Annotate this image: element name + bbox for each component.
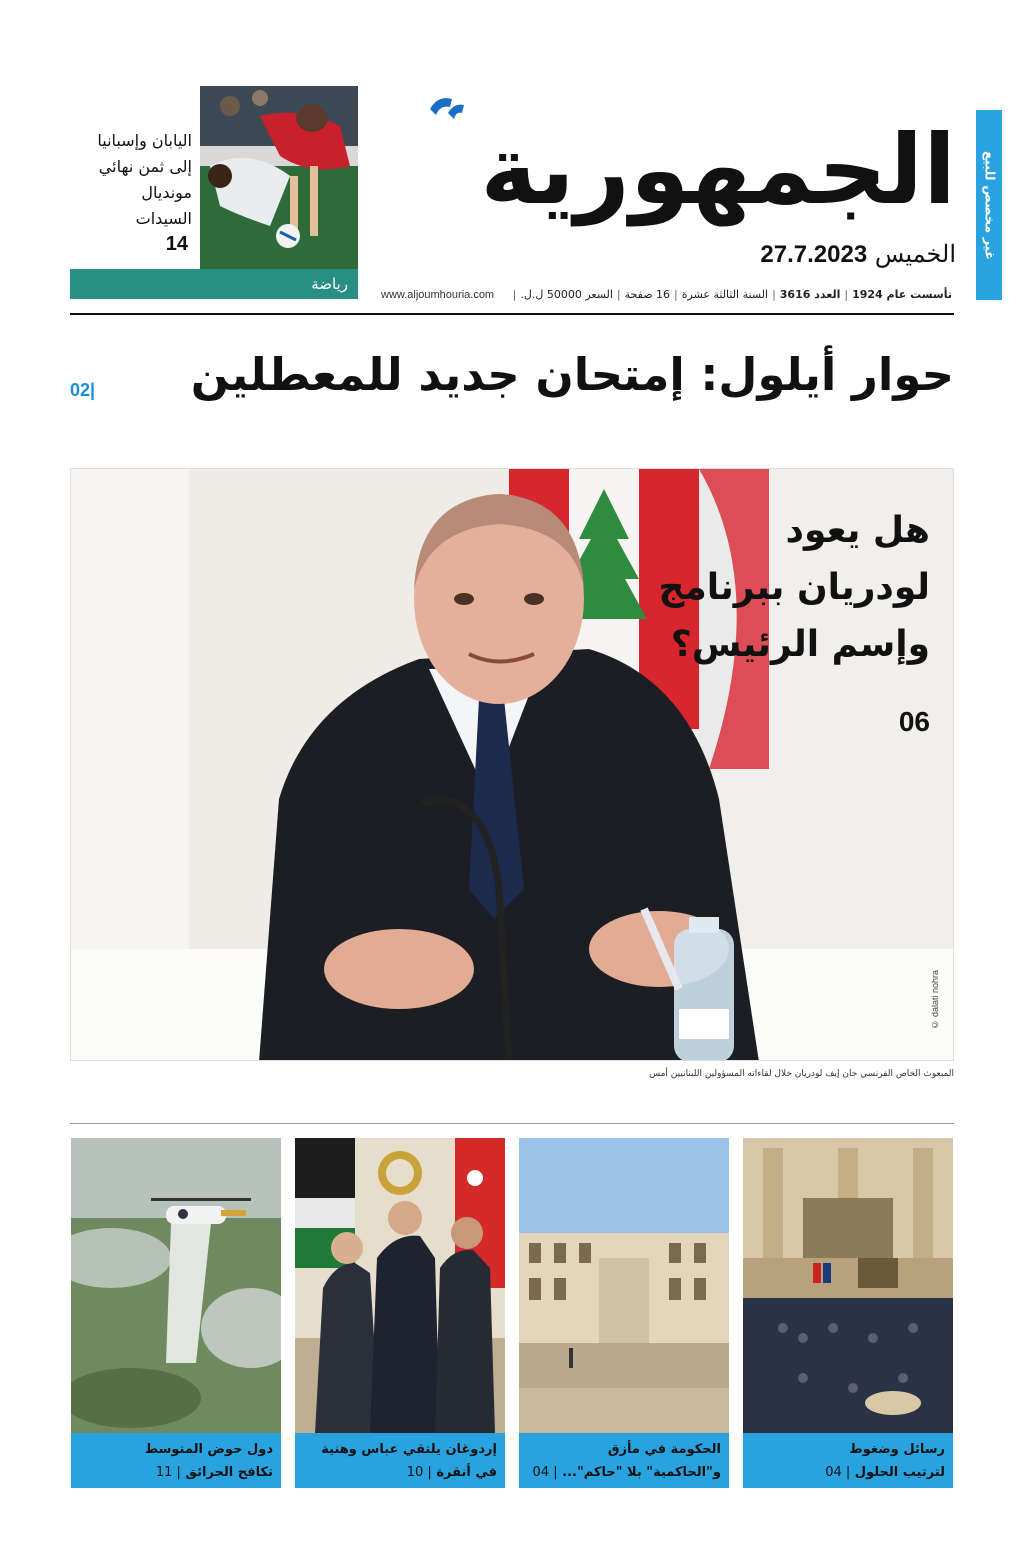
story-photo: [295, 1138, 505, 1433]
story-card[interactable]: [743, 1138, 953, 1488]
story-line: و"الحاكمية" بلا "حاكم"...: [562, 1465, 721, 1480]
issue-date: 27.7.2023: [760, 241, 868, 268]
story-card[interactable]: [519, 1138, 729, 1488]
header-divider: [70, 313, 954, 315]
weekday: الخميس: [874, 241, 956, 268]
story-line: الحكومة في مأزق: [607, 1442, 721, 1457]
issue-number: العدد 3616: [779, 288, 841, 301]
sports-headline: [70, 128, 192, 232]
feature-line: لودريان ببرنامج: [658, 567, 930, 608]
story-title: [295, 1433, 505, 1488]
sports-line: السيدات: [135, 209, 192, 228]
main-headline[interactable]: حوار أيلول: إمتحان جديد للمعطلين: [190, 348, 954, 401]
story-title: [519, 1433, 729, 1488]
issue-info: تأسست عام 1924|العدد 3616|السنة الثالثة عشرة|16 صفحة|السعر 50000 ل.ل.|: [512, 288, 952, 301]
story-line: لترتيب الحلول: [854, 1465, 945, 1480]
sports-line: إلى ثمن نهائي: [98, 157, 192, 176]
story-line: رسائل وضغوط: [849, 1442, 945, 1457]
sports-section-label: رياضة: [70, 269, 358, 299]
sports-line: مونديال: [141, 183, 192, 202]
website-link[interactable]: www.aljoumhouria.com: [381, 289, 495, 301]
story-card[interactable]: [71, 1138, 281, 1488]
story-title: [743, 1433, 953, 1488]
masthead[interactable]: [400, 95, 960, 225]
newspaper-logo: الجمهورية: [480, 114, 956, 226]
story-title: [71, 1433, 281, 1488]
sports-teaser[interactable]: [70, 86, 358, 299]
story-photo: [743, 1138, 953, 1433]
story-card[interactable]: [295, 1138, 505, 1488]
story-line: في أنقرة: [436, 1465, 497, 1480]
feature-caption: المبعوث الخاص الفرنسي جان إيف لودريان خلال لقاءاته المسؤولين اللبنانيين أمس: [649, 1069, 954, 1079]
photo-credit: dalati nohra ©: [930, 970, 940, 1030]
page-count: 16 صفحة: [624, 288, 671, 301]
feature-line: وإسم الرئيس؟: [670, 624, 930, 665]
story-page: | 04: [532, 1465, 558, 1480]
feature-page-number: 06: [898, 706, 930, 737]
founded-year: تأسست عام 1924: [852, 288, 952, 301]
publication-year: السنة الثالثة عشرة: [681, 288, 769, 301]
price: السعر 50000 ل.ل.: [520, 288, 613, 301]
story-page: | 10: [406, 1465, 432, 1480]
story-page: | 04: [825, 1465, 851, 1480]
not-for-sale-banner: [976, 110, 1002, 300]
story-line: إردوغان يلتقي عباس وهنية: [321, 1442, 497, 1457]
sports-line: اليابان وإسبانيا: [97, 131, 192, 150]
story-page: | 11: [155, 1465, 181, 1480]
story-line: تكافح الحرائق: [185, 1465, 273, 1480]
sports-photo: [200, 86, 358, 269]
headline-page-number: 02|: [70, 380, 96, 400]
section-divider: [70, 1123, 954, 1124]
feature-headline[interactable]: [610, 502, 930, 673]
feature-line: هل يعود: [785, 510, 930, 551]
not-for-sale-label: غير مخصص للبيع: [981, 150, 997, 260]
story-photo: [519, 1138, 729, 1433]
dateline: [752, 240, 956, 269]
story-photo: [71, 1138, 281, 1433]
story-line: دول حوض المتوسط: [144, 1442, 273, 1457]
logo-dots-icon: [428, 95, 466, 121]
sports-page-number: 14: [165, 233, 188, 255]
